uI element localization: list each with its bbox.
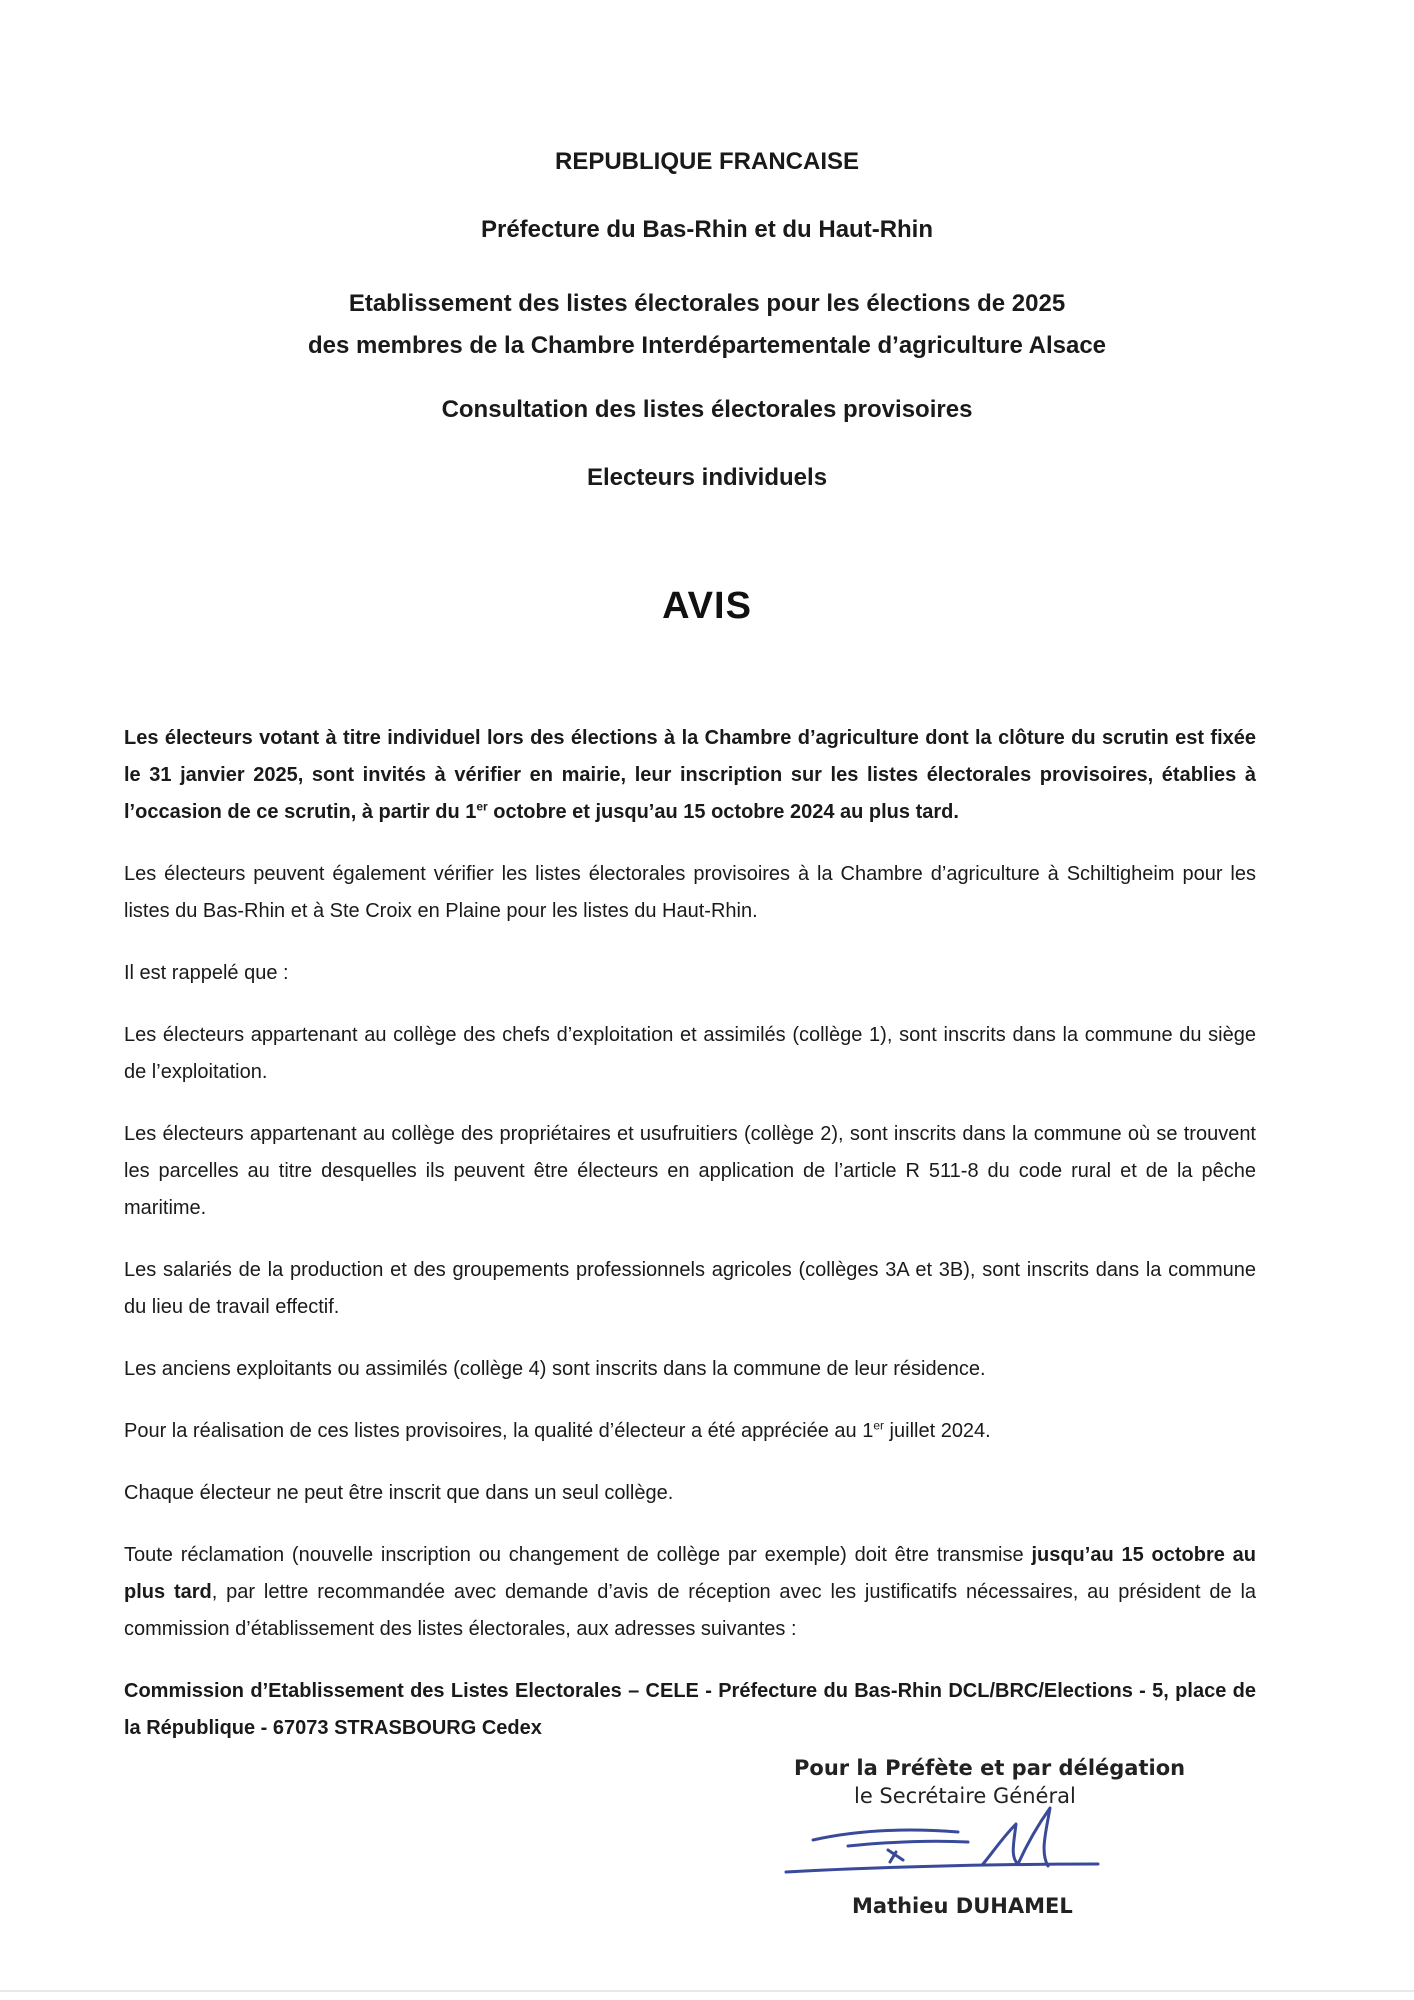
paragraph-college-3: Les salariés de la production et des groupements professionnels agricoles (collèges 3A et 3B), sont inscrits dans la commune du lieu de travail effectif. bbox=[124, 1259, 1256, 1318]
scan-edge-divider bbox=[0, 1990, 1414, 1992]
paragraph-college-2: Les électeurs appartenant au collège des propriétaires et usufruitiers (collège 2), sont inscrits dans la commune où se trouvent les parcelles au titre desquelles ils peuvent être électeurs en application de l’article R 511-8 du code rural et de la pêche maritime. bbox=[124, 1123, 1256, 1219]
paragraph-reclamation-deadline: jusqu’au 15 octobre au plus tard bbox=[124, 1544, 1256, 1603]
signature-stroke bbox=[786, 1864, 1098, 1872]
paragraph-qualite bbox=[124, 1413, 1256, 1450]
paragraph-college-1: Les électeurs appartenant au collège des chefs d’exploitation et assimilés (collège 1), sont inscrits dans la commune du siège de l’exploitation. bbox=[124, 1024, 1256, 1083]
signature-delegation: Pour la Préfète et par délégation bbox=[794, 1756, 1186, 1780]
signature-stroke bbox=[813, 1830, 958, 1840]
handwritten-signature bbox=[778, 1802, 1108, 1892]
address-block: Commission d’Etablissement des Listes Electorales – CELE - Préfecture du Bas-Rhin DCL/BRC/Elections - 5, place de la République - 67073 STRASBOURG Cedex bbox=[124, 1680, 1256, 1739]
signature-title: le Secrétaire Général bbox=[854, 1784, 1076, 1808]
paragraph-reclamation bbox=[124, 1537, 1256, 1648]
paragraph-intro-text-end: octobre et jusqu’au 15 octobre 2024 au plus tard. bbox=[487, 801, 959, 823]
header-etablissement-line1: Etablissement des listes électorales pour les élections de 2025 bbox=[348, 290, 1066, 317]
header-etablissement bbox=[0, 283, 1414, 367]
paragraph-reclamation-text-end: , par lettre recommandée avec demande d’avis de réception avec les justificatifs nécessaires, au président de la commission d’établissement des listes électorales, aux adresses suivantes : bbox=[124, 1581, 1257, 1640]
superscript: er bbox=[873, 1418, 884, 1433]
page-title: AVIS bbox=[662, 585, 752, 627]
header-prefecture: Préfecture du Bas-Rhin et du Haut-Rhin bbox=[480, 216, 934, 243]
signature-stroke bbox=[848, 1841, 968, 1846]
paragraph-college-4: Les anciens exploitants ou assimilés (collège 4) sont inscrits dans la commune de leur résidence. bbox=[124, 1358, 986, 1380]
paragraph-rappel: Il est rappelé que : bbox=[124, 962, 289, 984]
paragraph-qualite-text-end: juillet 2024. bbox=[884, 1420, 991, 1442]
header-consultation: Consultation des listes électorales provisoires bbox=[441, 396, 973, 423]
header-etablissement-line2: des membres de la Chambre Interdépartementale d’agriculture Alsace bbox=[307, 332, 1107, 359]
notice-body bbox=[124, 720, 1256, 1772]
signature-stroke bbox=[888, 1850, 903, 1862]
header-republique: REPUBLIQUE FRANCAISE bbox=[554, 148, 860, 175]
paragraph-reclamation-text: Toute réclamation (nouvelle inscription ou changement de collège par exemple) doit être transmise bbox=[124, 1544, 1032, 1566]
paragraph-verification: Les électeurs peuvent également vérifier les listes électorales provisoires à la Chambre d’agriculture à Schiltigheim pour les listes du Bas-Rhin et à Ste Croix en Plaine pour les listes du Haut-Rhin. bbox=[124, 863, 1256, 922]
superscript: er bbox=[476, 799, 488, 814]
signature-stroke bbox=[983, 1808, 1050, 1866]
paragraph-intro-text: Les électeurs votant à titre individuel lors des élections à la Chambre d’agriculture dont la clôture du scrutin est fixée le 31 janvier 2025, sont invités à vérifier en mairie, leur inscription sur les listes électorales provisoires, établies à l’occasion de ce scrutin, à partir du 1 bbox=[124, 727, 1256, 823]
paragraph-qualite-text: Pour la réalisation de ces listes provisoires, la qualité d’électeur a été appréciée au 1 bbox=[124, 1420, 874, 1442]
paragraph-seul-college: Chaque électeur ne peut être inscrit que dans un seul collège. bbox=[124, 1482, 674, 1504]
paragraph-intro bbox=[124, 720, 1256, 831]
signatory-name: Mathieu DUHAMEL bbox=[852, 1894, 1073, 1918]
header-electeurs: Electeurs individuels bbox=[586, 464, 828, 491]
